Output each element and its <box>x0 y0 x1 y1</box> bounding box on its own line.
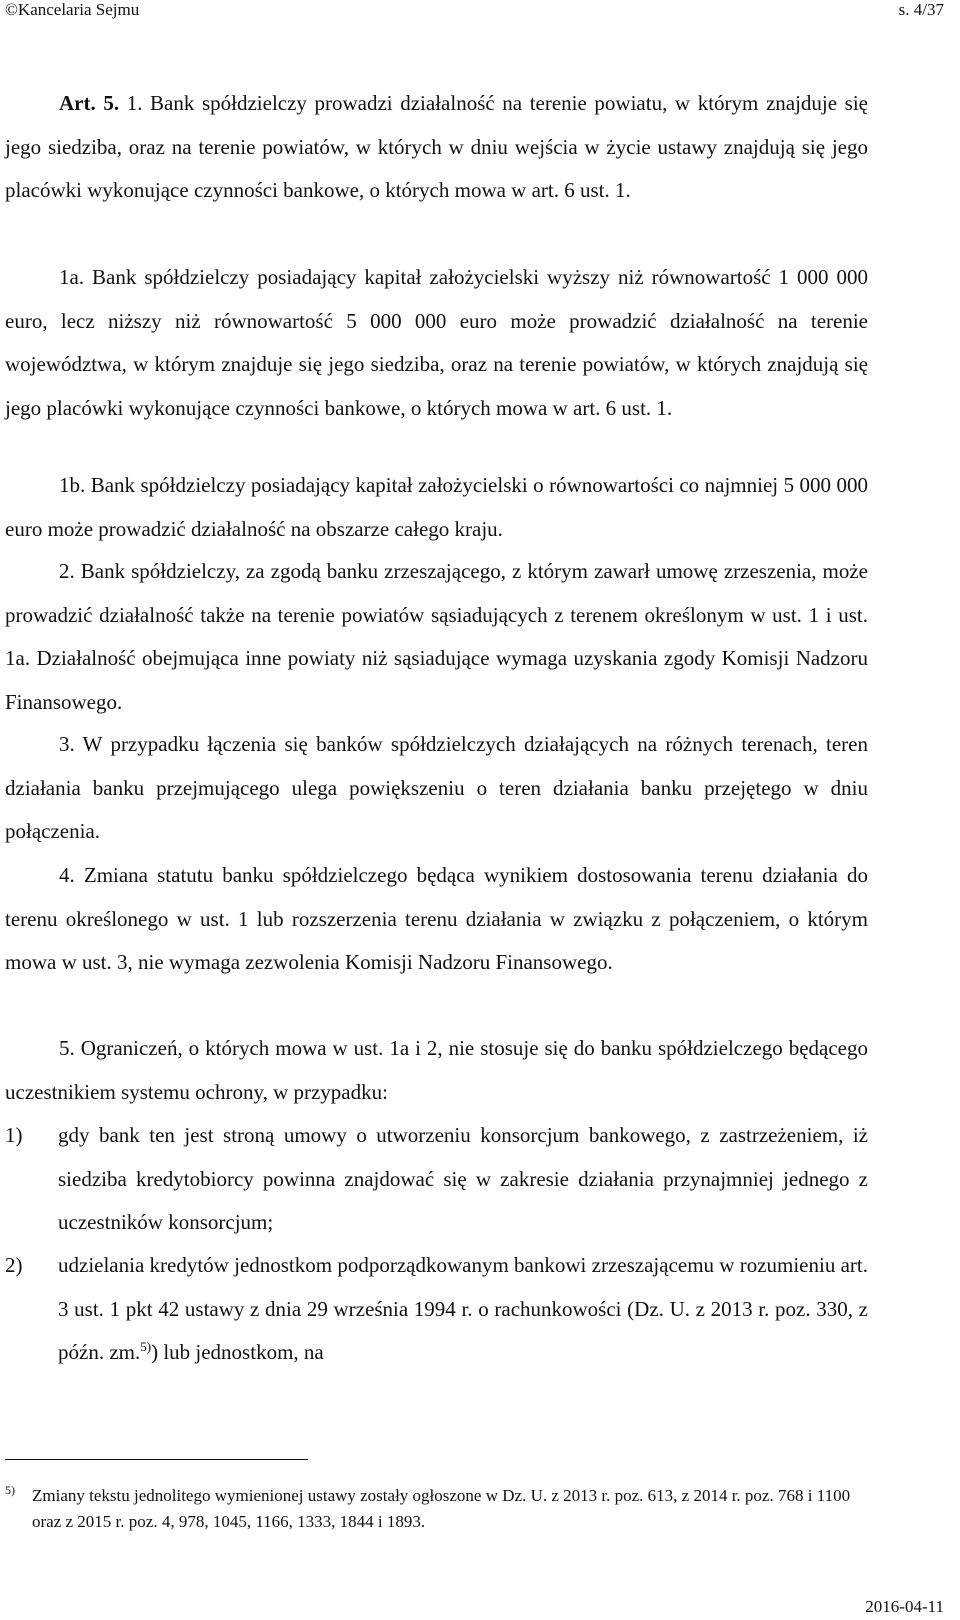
paragraph-4 <box>5 854 868 985</box>
paragraph-5 <box>5 1027 868 1114</box>
paragraph-3 <box>5 723 868 854</box>
footnote <box>5 1483 868 1535</box>
footnote-number: 5) <box>5 1483 15 1497</box>
paragraph-1a <box>5 256 868 430</box>
list-item-text: gdy bank ten jest stroną umowy o utworzeniu konsorcjum bankowego, z zastrzeżeniem, iż siedziba kredytobiorcy powinna znajdować się w zakresie działania przynajmniej jednego z uczestników konsorcjum; <box>58 1123 868 1234</box>
paragraph-2-text: 2. Bank spółdzielczy, za zgodą banku zrzeszającego, z którym zawarł umowę zrzeszenia, może prowadzić działalność także na terenie powiatów sąsiadujących z terenem określonym w ust. 1 i ust. 1a. Działalność obejmująca inne powiaty niż sąsiadujące wymaga uzyskania zgody Komisji Nadzoru Finansowego. <box>5 559 868 714</box>
list-item <box>5 1244 868 1375</box>
list-item-number: 1) <box>5 1123 23 1147</box>
document-date: 2016-04-11 <box>865 1597 944 1616</box>
page-number: s. 4/37 <box>898 0 944 19</box>
paragraph-2 <box>5 550 868 724</box>
list-item-text <box>58 1244 868 1375</box>
list-item-number: 2) <box>5 1253 23 1277</box>
list-item <box>5 1114 868 1245</box>
footnote-divider <box>5 1459 308 1460</box>
paragraph-3-text: 3. W przypadku łączenia się banków spółdzielczych działających na różnych terenach, teren działania banku przejmującego ulega powiększeniu o teren działania banku przejętego w dniu połączenia. <box>5 732 868 843</box>
article-number: Art. 5. <box>59 91 120 115</box>
footnote-reference[interactable]: 5) <box>140 1339 152 1354</box>
paragraph-4-text: 4. Zmiana statutu banku spółdzielczego będąca wynikiem dostosowania terenu działania do terenu określonego w ust. 1 lub rozszerzenia terenu działania w związku z połączeniem, o którym mowa w ust. 3, nie wymaga zezwolenia Komisji Nadzoru Finansowego. <box>5 863 868 974</box>
paragraph-1a-text: 1a. Bank spółdzielczy posiadający kapitał założycielski wyższy niż równowartość 1 000 000 euro, lecz niższy niż równowartość 5 000 000 euro może prowadzić działalność na terenie województwa, w którym znajduje się jego siedziba, oraz na terenie powiatów, w których znajdują się jego placówki wykonujące czynności bankowe, o których mowa w art. 6 ust. 1. <box>5 265 868 420</box>
paragraph-5-text: 5. Ograniczeń, o których mowa w ust. 1a i 2, nie stosuje się do banku spółdzielczego będącego uczestnikiem systemu ochrony, w przypadku: <box>5 1036 868 1104</box>
paragraph-1b-text: 1b. Bank spółdzielczy posiadający kapitał założycielski o równowartości co najmniej 5 000 000 euro może prowadzić działalność na obszarze całego kraju. <box>5 473 868 541</box>
list-item-text-tail: ) lub jednostkom, na <box>151 1340 324 1364</box>
list-item-text-main: udzielania kredytów jednostkom podporządkowanym bankowi zrzeszającemu w rozumieniu art. 3 ust. 1 pkt 42 ustawy z dnia 29 września 1994 r. o rachunkowości (Dz. U. z 2013 r. poz. 330, z późn. zm. <box>58 1253 868 1364</box>
paragraph-1-text: 1. Bank spółdzielczy prowadzi działalność na terenie powiatu, w którym znajduje się jego siedziba, oraz na terenie powiatów, w których w dniu wejścia w życie ustawy znajdują się jego placówki wykonujące czynności bankowe, o których mowa w art. 6 ust. 1. <box>5 91 868 202</box>
footnote-text: Zmiany tekstu jednolitego wymienionej ustawy zostały ogłoszone w Dz. U. z 2013 r. poz. 613, z 2014 r. poz. 768 i 1100 oraz z 2015 r. poz. 4, 978, 1045, 1166, 1333, 1844 i 1893. <box>32 1486 851 1531</box>
header-source: ©Kancelaria Sejmu <box>5 0 140 19</box>
paragraph-1b <box>5 464 868 551</box>
paragraph-1 <box>5 82 868 213</box>
